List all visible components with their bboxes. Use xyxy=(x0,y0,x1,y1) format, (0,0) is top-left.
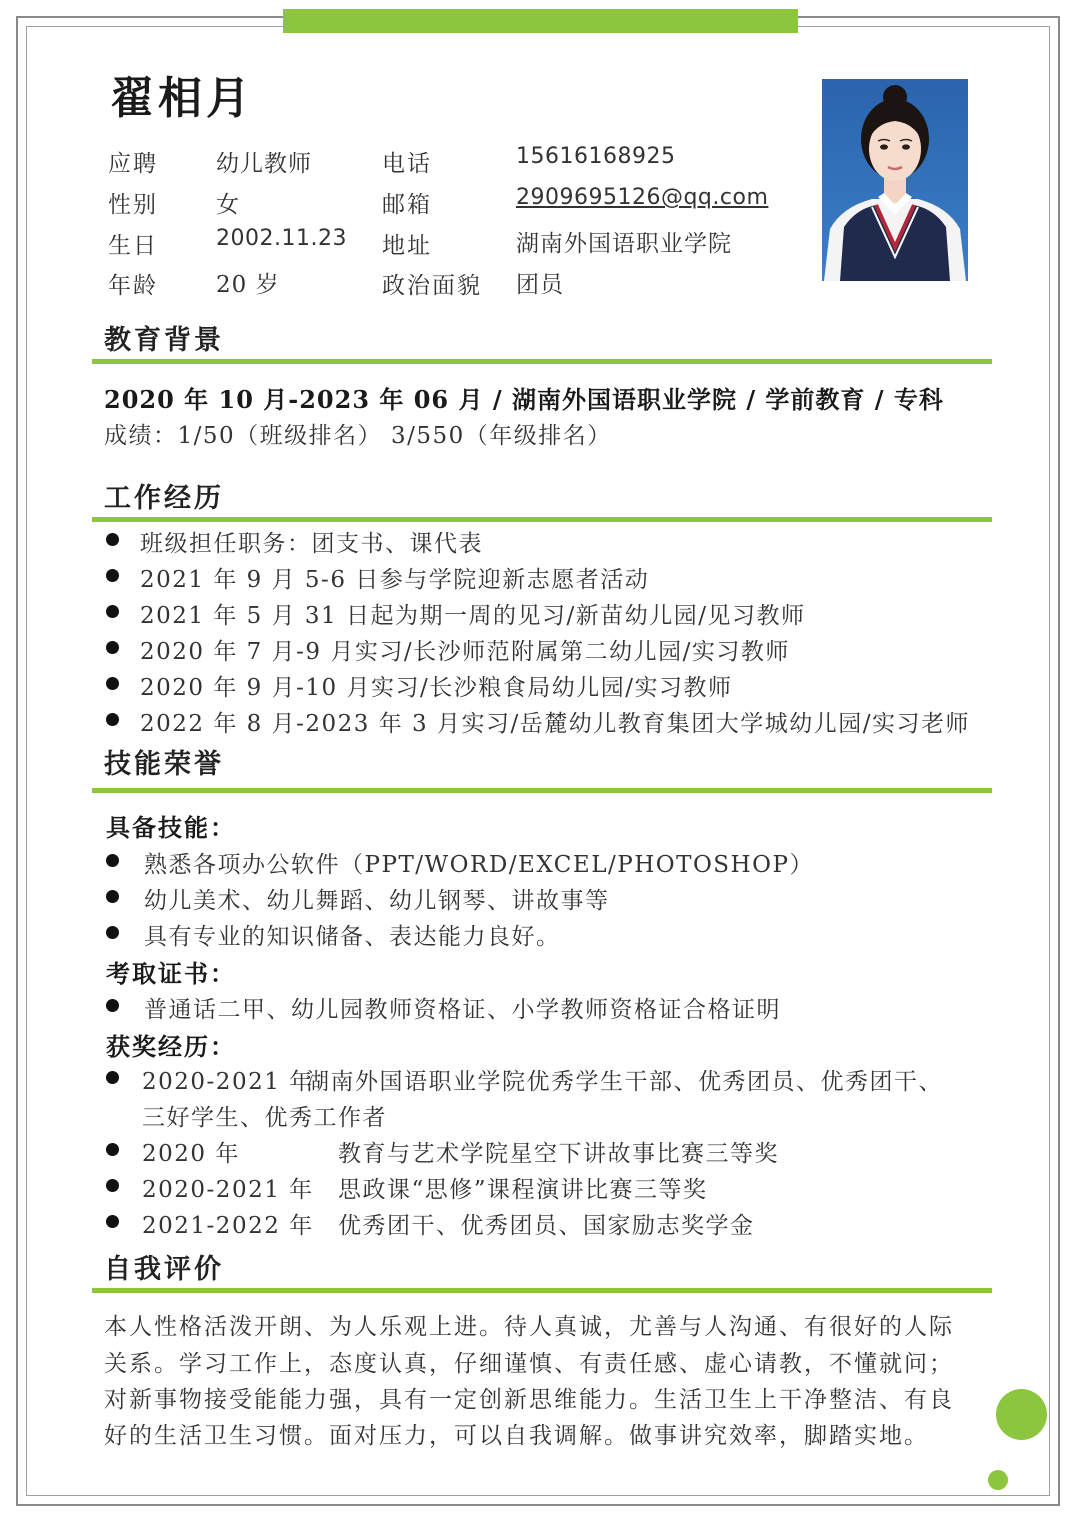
apply-label: 应聘 xyxy=(108,151,158,177)
award-year-2: 2020 年 xyxy=(142,1141,240,1167)
award-text-1-cont: 三好学生、优秀工作者 xyxy=(142,1105,387,1131)
age-value: 20 岁 xyxy=(216,272,280,298)
self-line-1: 本人性格活泼开朗、为人乐观上进。待人真诚，尤善与人沟通、有很好的人际 xyxy=(104,1314,954,1340)
bullet-icon xyxy=(106,854,119,867)
bullet-icon xyxy=(106,533,119,546)
self-line-4: 好的生活卫生习惯。面对压力，可以自我调解。做事讲究效率，脚踏实地。 xyxy=(104,1423,929,1449)
award-text-4: 优秀团干、优秀团员、国家励志奖学金 xyxy=(338,1213,755,1239)
work-item-3: 2021 年 5 月 31 日起为期一周的见习/新苗幼儿园/见习教师 xyxy=(140,603,806,629)
section-rule-skills xyxy=(92,788,992,793)
section-title-skills: 技能荣誉 xyxy=(104,749,224,780)
work-item-1: 班级担任职务：团支书、课代表 xyxy=(140,531,483,557)
work-item-6: 2022 年 8 月-2023 年 3 月实习/岳麓幼儿教育集团大学城幼儿园/实习老师 xyxy=(140,711,970,737)
award-text-2: 教育与艺术学院星空下讲故事比赛三等奖 xyxy=(338,1141,779,1167)
work-item-4: 2020 年 7 月-9 月实习/长沙师范附属第二幼儿园/实习教师 xyxy=(140,639,790,665)
education-line-2: 成绩：1/50（班级排名） 3/550（年级排名） xyxy=(104,423,612,449)
skill-item-2: 幼儿美术、幼儿舞蹈、幼儿钢琴、讲故事等 xyxy=(144,888,610,914)
profile-photo xyxy=(822,79,968,281)
top-accent-bar xyxy=(283,9,798,33)
self-line-2: 关系。学习工作上，态度认真，仔细谨慎、有责任感、虚心请教，不懂就问； xyxy=(104,1351,954,1377)
bullet-icon xyxy=(106,1143,119,1156)
bullet-icon xyxy=(106,999,119,1012)
bullet-icon xyxy=(106,926,119,939)
bullet-icon xyxy=(106,713,119,726)
self-line-3: 对新事物接受能能力强，具有一定创新思维能力。生活卫生上干净整洁、有良 xyxy=(104,1387,954,1413)
award-year-3: 2020-2021 年 xyxy=(142,1177,314,1203)
birthday-label: 生日 xyxy=(108,233,158,259)
decor-circle-large xyxy=(996,1389,1047,1440)
section-rule-self xyxy=(92,1288,992,1293)
cert-subtitle: 考取证书： xyxy=(106,959,236,988)
phone-label: 电话 xyxy=(382,151,432,177)
section-title-education: 教育背景 xyxy=(104,325,224,356)
award-year-4: 2021-2022 年 xyxy=(142,1213,314,1239)
email-label: 邮箱 xyxy=(382,192,432,218)
section-rule-education xyxy=(92,359,992,364)
work-item-5: 2020 年 9 月-10 月实习/长沙粮食局幼儿园/实习教师 xyxy=(140,675,733,701)
phone-value: 15616168925 xyxy=(516,144,676,169)
politics-label: 政治面貌 xyxy=(382,273,482,299)
decor-circle-small xyxy=(988,1470,1008,1490)
address-value: 湖南外国语职业学院 xyxy=(516,231,732,257)
bullet-icon xyxy=(106,569,119,582)
bullet-icon xyxy=(106,1179,119,1192)
candidate-name: 翟相月 xyxy=(110,73,254,124)
cert-item-1: 普通话二甲、幼儿园教师资格证、小学教师资格证合格证明 xyxy=(144,997,781,1023)
section-title-self: 自我评价 xyxy=(104,1254,224,1285)
bullet-icon xyxy=(106,677,119,690)
award-text-1: 湖南外国语职业学院优秀学生干部、优秀团员、优秀团干、 xyxy=(306,1069,943,1095)
bullet-icon xyxy=(106,605,119,618)
bullet-icon xyxy=(106,1071,119,1084)
gender-value: 女 xyxy=(216,192,240,218)
skill-item-1: 熟悉各项办公软件（PPT/WORD/EXCEL/PHOTOSHOP） xyxy=(144,852,814,878)
award-year-1: 2020-2021 年 xyxy=(142,1069,314,1095)
section-rule-work xyxy=(92,517,992,522)
age-label: 年龄 xyxy=(108,273,158,299)
skill-item-3: 具有专业的知识储备、表达能力良好。 xyxy=(144,924,561,950)
gender-label: 性别 xyxy=(108,192,158,218)
apply-value: 幼儿教师 xyxy=(216,151,312,177)
education-line-1: 2020 年 10 月-2023 年 06 月 / 湖南外国语职业学院 / 学前教育 / 专科 xyxy=(104,385,944,414)
politics-value: 团员 xyxy=(516,272,564,298)
bullet-icon xyxy=(106,890,119,903)
address-label: 地址 xyxy=(382,233,432,259)
birthday-value: 2002.11.23 xyxy=(216,226,347,251)
bullet-icon xyxy=(106,1215,119,1228)
award-subtitle: 获奖经历： xyxy=(106,1032,236,1061)
email-link[interactable]: 2909695126@qq.com xyxy=(516,185,769,210)
section-title-work: 工作经历 xyxy=(104,483,224,514)
work-item-2: 2021 年 9 月 5-6 日参与学院迎新志愿者活动 xyxy=(140,567,650,593)
skills-subtitle: 具备技能： xyxy=(106,813,236,842)
bullet-icon xyxy=(106,641,119,654)
award-text-3: 思政课“思修”课程演讲比赛三等奖 xyxy=(338,1177,708,1203)
